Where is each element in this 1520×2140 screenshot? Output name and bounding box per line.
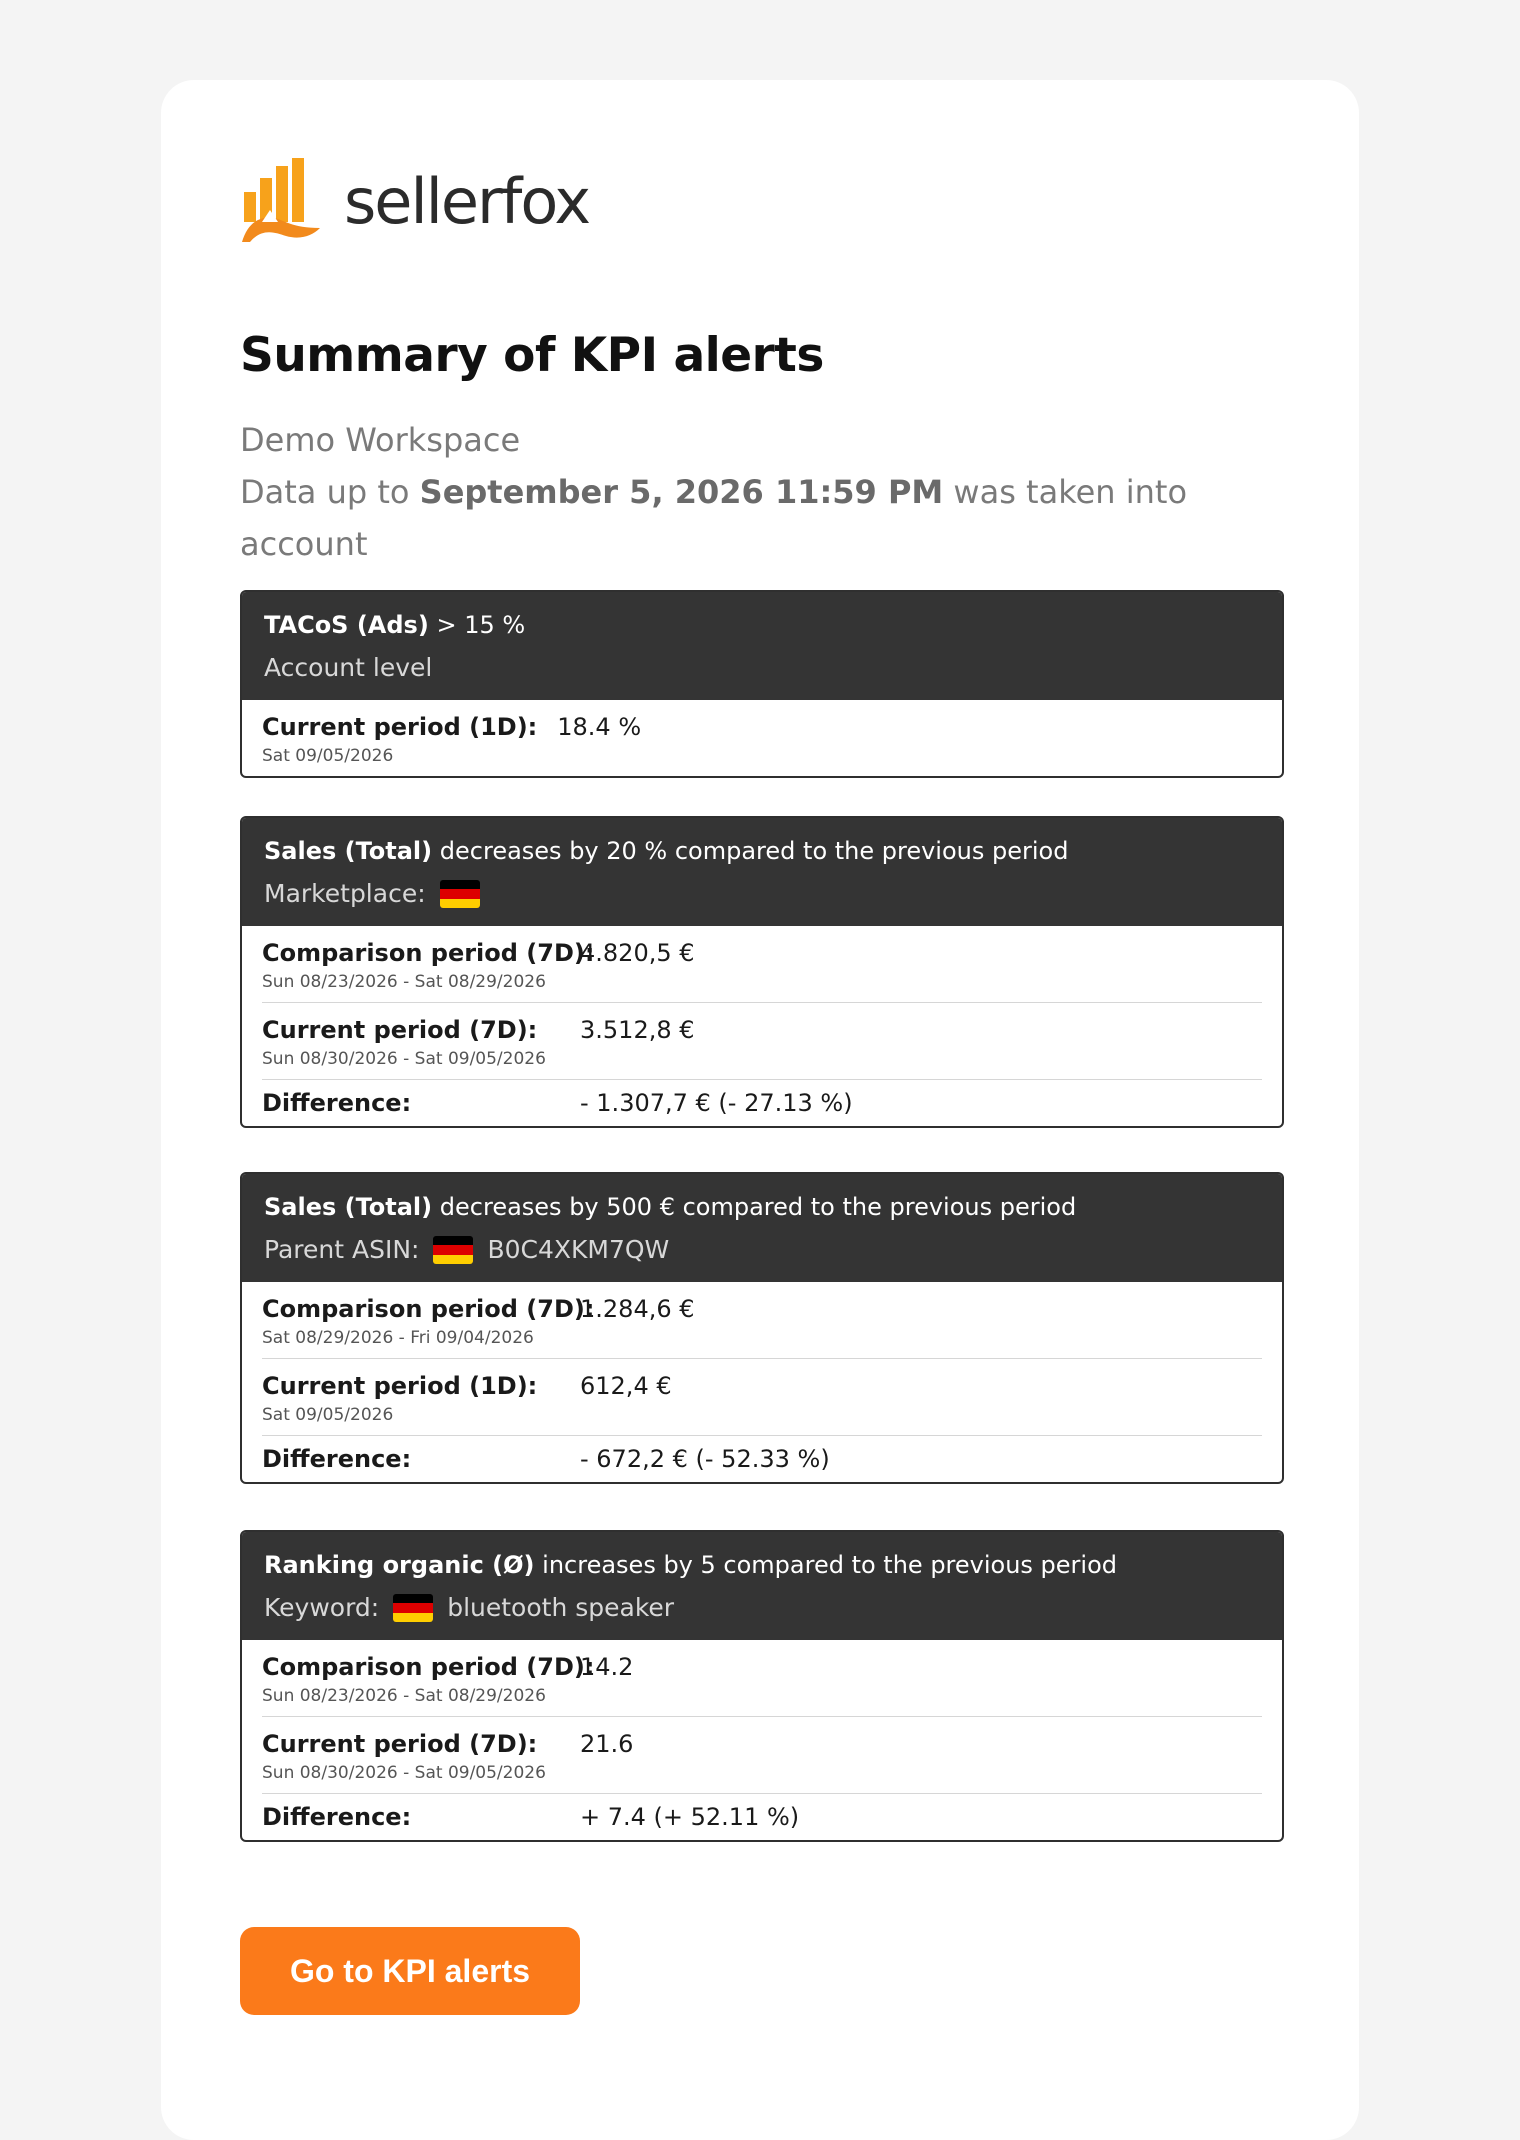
row-value: 3.512,8 € — [580, 1016, 695, 1044]
brand-name: sellerfox — [344, 165, 590, 238]
row-value-text: 18.4 % — [557, 713, 642, 741]
alert-row-difference — [262, 1436, 1262, 1482]
alert-row-comparison — [262, 926, 1262, 1003]
row-label: Difference: — [262, 1803, 412, 1831]
alert-scope — [264, 646, 1260, 690]
page-title: Summary of KPI alerts — [240, 328, 824, 383]
alert-card-sales-absolute — [240, 1172, 1284, 1484]
data-note-prefix: Data up to — [240, 473, 410, 511]
row-value: 612,4 € — [580, 1372, 672, 1400]
germany-flag-icon — [440, 880, 480, 908]
alert-title — [264, 1544, 1260, 1586]
go-to-kpi-alerts-button[interactable]: Go to KPI alerts — [240, 1927, 580, 2015]
alert-scope — [264, 1228, 1260, 1272]
row-label: Difference: — [262, 1445, 412, 1473]
alert-scope-label: Keyword: — [264, 1593, 380, 1622]
alert-scope-label: Account level — [264, 653, 433, 682]
data-note — [240, 466, 1280, 570]
row-label-block — [262, 1369, 580, 1427]
germany-flag-icon — [393, 1594, 433, 1622]
alert-scope-label: Marketplace: — [264, 879, 426, 908]
alert-metric: Sales (Total) — [264, 837, 433, 865]
row-date: Sat 09/05/2026 — [262, 1405, 394, 1425]
row-value: 4.820,5 € — [580, 939, 695, 967]
row-label-block — [262, 1086, 580, 1120]
alert-card-sales-percent — [240, 816, 1284, 1128]
alert-metric: Ranking organic (Ø) — [264, 1551, 535, 1579]
row-value: 1.284,6 € — [580, 1295, 695, 1323]
alert-row-current — [262, 1717, 1262, 1794]
alert-condition: increases by 5 compared to the previous period — [542, 1551, 1118, 1579]
alert-card-tacos — [240, 590, 1284, 778]
brand-logo — [240, 158, 589, 246]
alert-header — [242, 592, 1282, 700]
row-label: Difference: — [262, 1089, 412, 1117]
alert-metric: Sales (Total) — [264, 1193, 433, 1221]
subtitle-block — [240, 414, 1280, 570]
row-label: Comparison period (7D): — [262, 939, 595, 967]
alert-header — [242, 818, 1282, 926]
row-label-block — [262, 1727, 580, 1785]
row-label-block — [262, 936, 595, 994]
alert-metric: TACoS (Ads) — [264, 611, 429, 639]
row-value: + 7.4 (+ 52.11 %) — [580, 1803, 800, 1831]
sellerfox-logo-icon — [240, 158, 322, 246]
alert-row-difference — [262, 1080, 1262, 1126]
row-label-block — [262, 1013, 580, 1071]
data-note-date: September 5, 2026 11:59 PM — [419, 473, 944, 511]
alert-rows — [242, 1282, 1282, 1482]
alert-title — [264, 1186, 1260, 1228]
row-label: Current period (1D): — [262, 713, 538, 741]
row-label: Current period (1D): — [262, 1372, 538, 1400]
alert-title — [264, 830, 1260, 872]
alert-row-current — [262, 1359, 1262, 1436]
alert-rows — [242, 926, 1282, 1126]
row-date: Sat 08/29/2026 - Fri 09/04/2026 — [262, 1328, 534, 1348]
row-date: Sat 09/05/2026 — [262, 746, 394, 766]
germany-flag-icon — [433, 1236, 473, 1264]
alert-row-comparison — [262, 1640, 1262, 1717]
row-label-block — [262, 1800, 580, 1834]
alert-scope-label: Parent ASIN: — [264, 1235, 420, 1264]
alert-condition: decreases by 20 % compared to the previous period — [439, 837, 1069, 865]
alert-header — [242, 1174, 1282, 1282]
workspace-name: Demo Workspace — [240, 421, 521, 459]
alert-rows — [242, 700, 1282, 776]
alert-rows — [242, 1640, 1282, 1840]
alert-row-current — [262, 700, 1262, 776]
data-note-suffix: was taken into account — [240, 473, 1188, 563]
row-value: 21.6 — [580, 1730, 634, 1758]
alert-scope — [264, 1586, 1260, 1630]
row-label: Current period (7D): — [262, 1016, 538, 1044]
row-value — [557, 710, 641, 768]
alert-header — [242, 1532, 1282, 1640]
row-date: Sun 08/30/2026 - Sat 09/05/2026 — [262, 1049, 546, 1069]
row-value: 14.2 — [580, 1653, 634, 1681]
row-date: Sun 08/23/2026 - Sat 08/29/2026 — [262, 972, 546, 992]
alert-scope-value: B0C4XKM7QW — [487, 1235, 670, 1264]
row-value: - 672,2 € (- 52.33 %) — [580, 1445, 830, 1473]
alert-scope — [264, 872, 1260, 916]
row-label: Current period (7D): — [262, 1730, 538, 1758]
alert-condition: decreases by 500 € compared to the previous period — [439, 1193, 1077, 1221]
alert-scope-value: bluetooth speaker — [447, 1593, 675, 1622]
row-label-block — [262, 1650, 595, 1708]
row-label-block — [262, 710, 537, 768]
alert-row-current — [262, 1003, 1262, 1080]
alert-title — [264, 604, 1260, 646]
row-label-block — [262, 1292, 595, 1350]
row-label: Comparison period (7D): — [262, 1653, 595, 1681]
email-card — [161, 80, 1359, 2140]
row-date: Sun 08/23/2026 - Sat 08/29/2026 — [262, 1686, 546, 1706]
row-value: - 1.307,7 € (- 27.13 %) — [580, 1089, 853, 1117]
row-label: Comparison period (7D): — [262, 1295, 595, 1323]
alert-card-ranking — [240, 1530, 1284, 1842]
row-label-block — [262, 1442, 580, 1476]
row-date: Sun 08/30/2026 - Sat 09/05/2026 — [262, 1763, 546, 1783]
alert-row-difference — [262, 1794, 1262, 1840]
alert-condition: > 15 % — [436, 611, 526, 639]
alert-row-comparison — [262, 1282, 1262, 1359]
